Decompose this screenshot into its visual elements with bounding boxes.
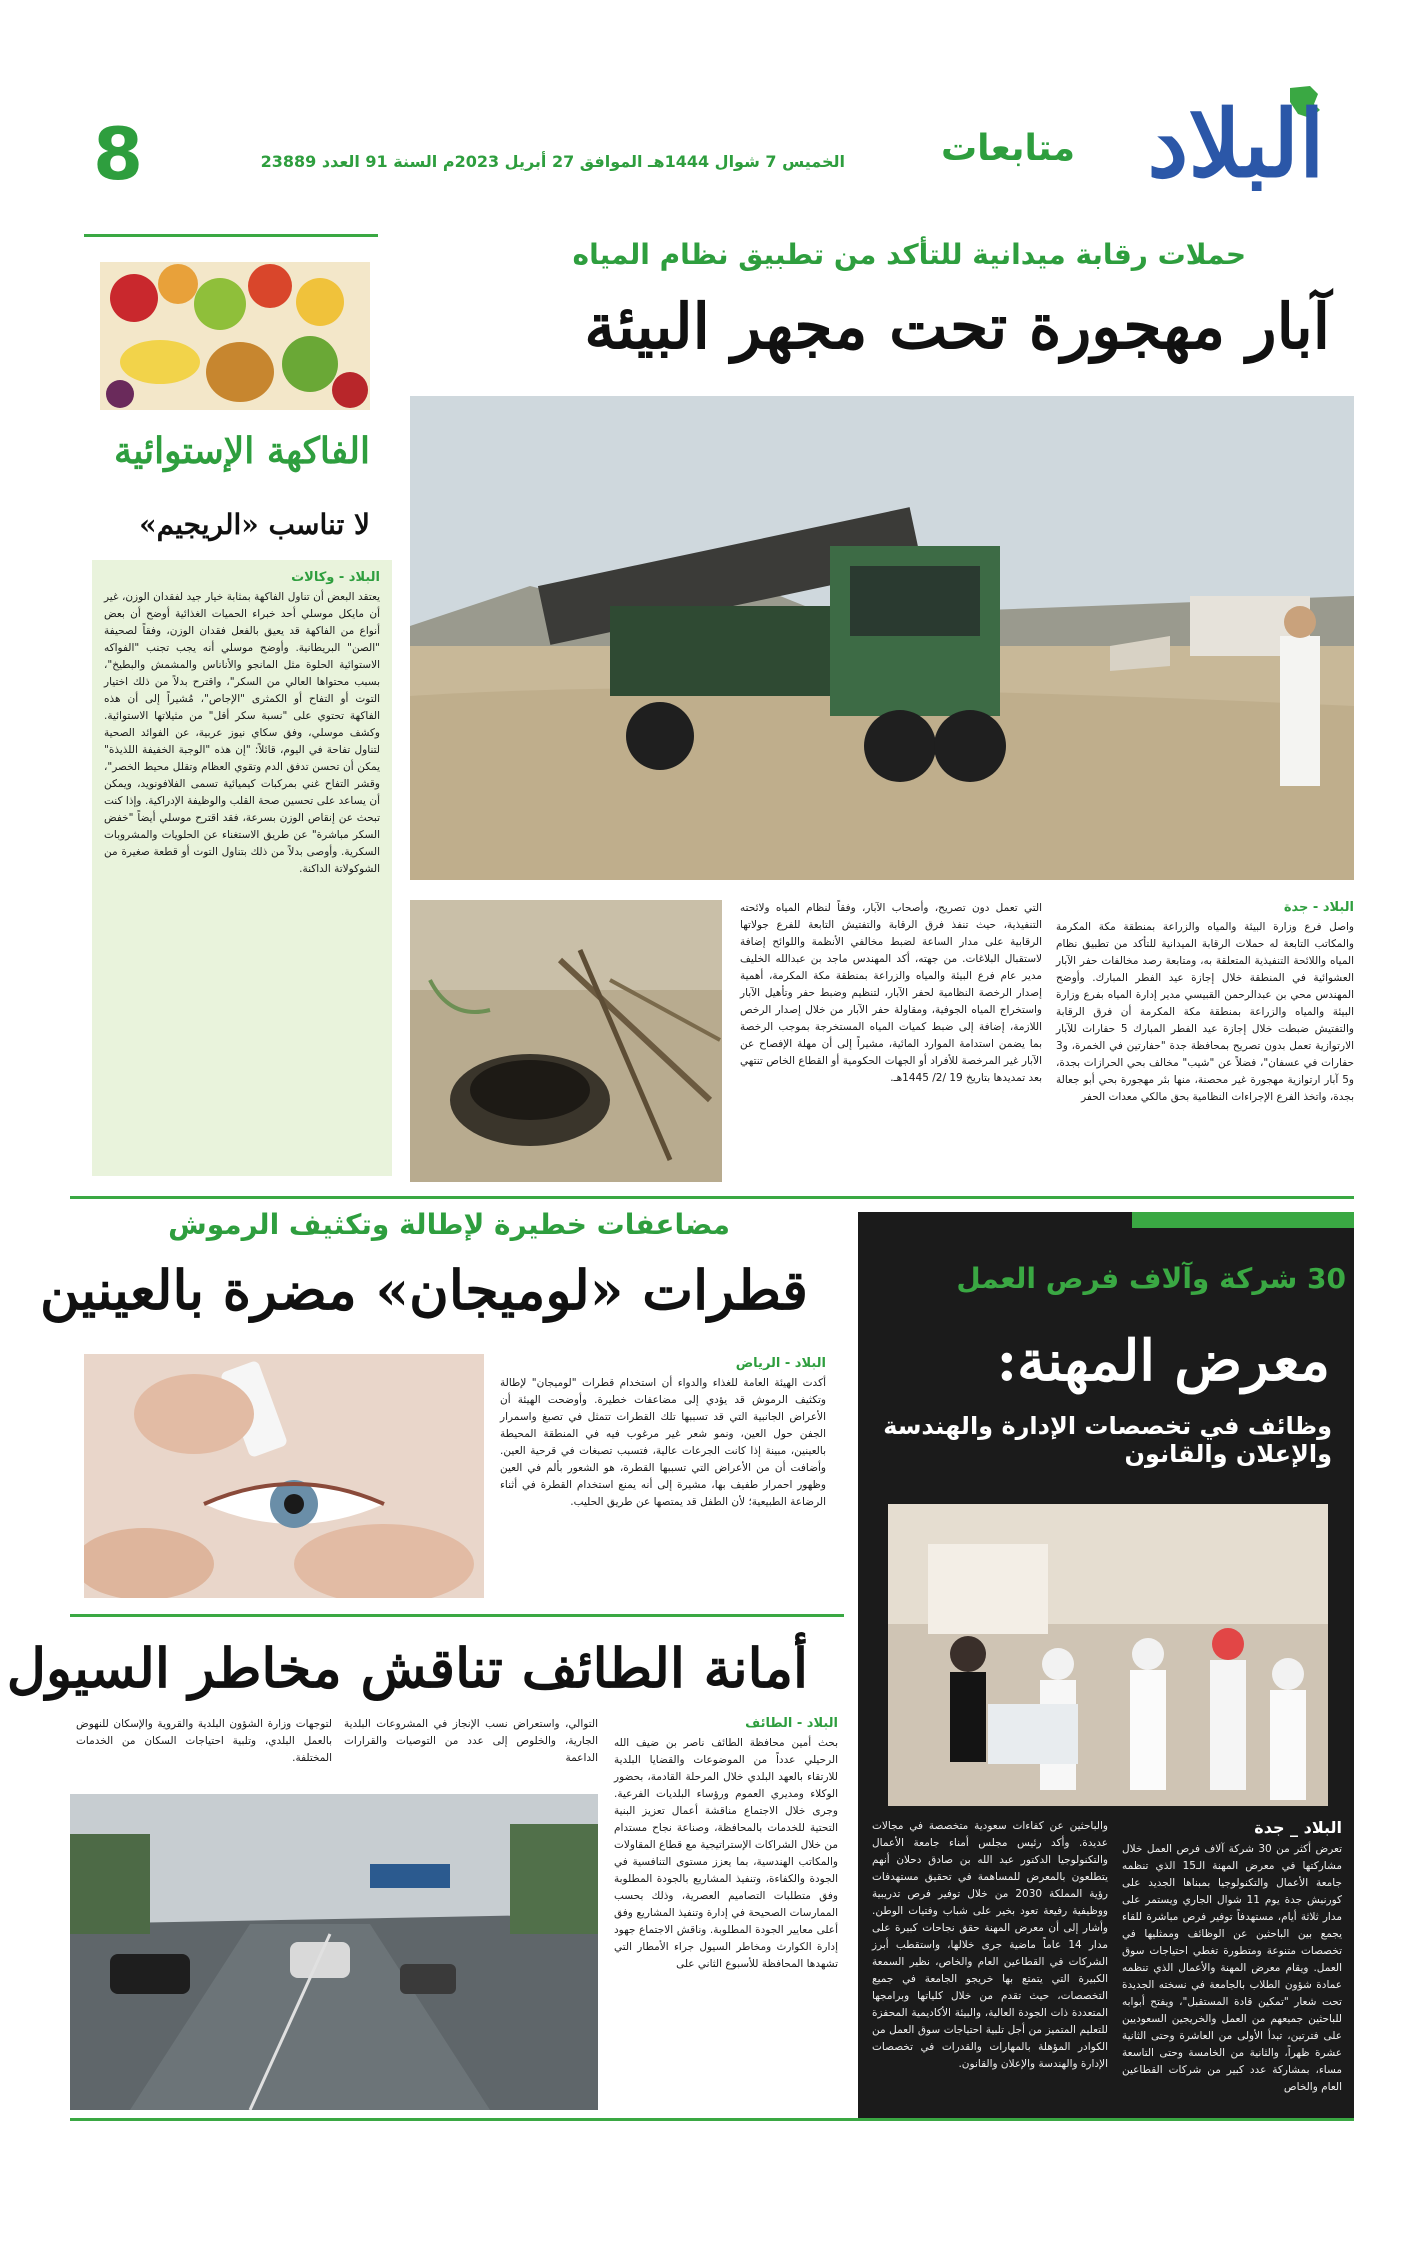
dateline: الخميس 7 شوال 1444هـ الموافق 27 أبريل 2023م السنة 91 العدد 23889 [260,152,845,171]
expo-kicker: 30 شركة وآلاف فرص العمل [956,1262,1346,1295]
eye-drops-photo [84,1354,484,1598]
wells-body-right: واصل فرع وزارة البيئة والمياه والزراعة بمنطقة مكة المكرمة والمكاتب التابعة له حملات الرقابة الميدانية للتأكد من تطبيق نظام المياه واللائحة التنفيذية المتعلقة به، ومتابعة رصد مخالفات حفر الآبار العشوائية في المنطقة خلال إجازة عيد الفطر المبارك. وأوضح المهندس محي بن عبدالرحمن القبيسي مدير إدارة المياه بفرع وزارة البيئة والمياه والزراعة بمنطقة مكة المكرمة أن فرق الرقابة والتفتيش ضبطت خلال إجازة عيد الفطر المبارك 5 حفارات للآبار الارتوازية تعمل بدون تصريح بمحافظة جدة "حفارتين في الخمرة، و3 حفارات في عسفان"، فضلاً عن "شيب" مخالف بحي الحرازات بجدة، و5 آبار ارتوازية مهجورة غير محصنة، منها بئر مهجورة بحي أبو جعالة بجدة، واتخذ الفرع الإجراءات النظامية بحق مالكي معدات الحفر [1056,921,1354,1103]
fruits-photo [100,262,370,410]
sidebar-byline: البلاد - وكالات [291,570,380,585]
wells-col-left [740,900,1042,1087]
wells-kicker: حملات رقابة ميدانية للتأكد من تطبيق نظام المياه [572,238,1246,271]
lumigan-column [500,1356,826,1511]
expo-tab [1132,1212,1354,1228]
sidebar-top-rule [84,234,378,237]
taif-col-mid [344,1716,598,1767]
expo-byline: البلاد _ جدة [1254,1818,1342,1837]
expo-col-right [1122,1818,1342,2096]
drilling-truck-photo [410,396,1354,880]
sidebar-title: الفاكهة الإستوائية [113,430,370,472]
wells-byline: البلاد - جدة [1283,900,1354,915]
rainy-road-photo [70,1794,598,2110]
career-fair-photo [888,1504,1328,1806]
newspaper-logo [1120,84,1352,194]
sidebar-body-box [92,560,392,1176]
expo-body-left: والباحثين عن كفاءات سعودية متخصصة في مجالات عديدة. وأكد رئيس مجلس أمناء جامعة الأعمال والتكنولوجيا الدكتور عبد الله بن صادق دحلان أنهم يتطلعون بالمعرض للمساهمة في تحقيق مستهدفات رؤية المملكة 2030 من خلال توفير فرص تدريبية ووظيفية رفيعة تعود بخير على شباب وفتيات الوطن. وأشار إلى أن معرض المهنة حقق نجاحات كبيرة على مدار 14 عاماً ماضية جرى خلالها، واستقطب أبرز الشركات في القطاعين العام والخاص، نظير السمعة الكبيرة التي يتمتع بها خريجو الجامعة في جميع التخصصات، حيث تقدم من خلال كلياتها وبرامجها المتعددة ذات الجودة العالية، والبيئة الأكاديمية المحفزة للتعليم المتميز من أجل تلبية احتياجات سوق العمل من الكوادر المؤهلة بالمهارات والقدرات في تخصصات الإدارة والهندسة والإعلان والقانون. [872,1820,1108,2070]
wells-col-right [1056,900,1354,1106]
section-label: متابعات [940,128,1075,169]
wells-body-left: التي تعمل دون تصريح، وأصحاب الآبار، وفقاً لنظام المياه ولائحته التنفيذية، حيث تنفذ فرق الرقابة والتفتيش التابعة للفرع جولاتها الرقابية على مدار الساعة لضبط مخالفي الأنظمة واللوائح إضافة لاستقبال البلاغات. من جهته، أكد المهندس ماجد بن عبدالله الخليف مدير عام فرع البيئة والمياه والزراعة بمنطقة مكة المكرمة، أهمية إصدار الرخصة النظامية لحفر الآبار، لتنظيم وضبط حفر وتأهيل الآبار واستخراج المياه الجوفية، ومقاولة حفر الآبار من خلال إصدار الرخص اللازمة، إضافة إلى ضبط كميات المياه المستخرجة بموجب الرخصة بما يضمن استدامة الموارد المائية، مشيراً إلى أن مهلة الإفصاح عن الآبار غير المرخصة للأفراد أو الجهات الحكومية أو القطاع الخاص تنتهي بعد تمديدها بتاريخ 19 /2/ 1445هـ. [740,902,1042,1084]
expo-subheadline: وظائف في تخصصات الإدارة والهندسة والإعلان والقانون [883,1412,1332,1468]
wells-headline: آبار مهجورة تحت مجهر البيئة [584,290,1330,363]
abandoned-well-photo [410,900,722,1182]
section-divider-1 [70,1196,1354,1199]
taif-byline: البلاد - الطائف [745,1716,838,1731]
taif-headline: أمانة الطائف تناقش مخاطر السيول [6,1636,808,1700]
taif-col-left [76,1716,332,1767]
section-divider-2 [70,1614,844,1617]
expo-headline: معرض المهنة: [996,1328,1330,1394]
taif-body-left: لتوجهات وزارة الشؤون البلدية والقروية والإسكان للنهوض بالعمل البلدي، وتلبية احتياجات السكان من الخدمات المختلفة. [76,1718,332,1764]
taif-col-right [614,1716,838,1973]
expo-col-left [872,1818,1108,2073]
lumigan-byline: البلاد - الرياض [735,1356,826,1371]
expo-body-right: تعرض أكثر من 30 شركة آلاف فرص العمل خلال مشاركتها في معرض المهنة الـ15 الذي تنظمه جامعة الأعمال والتكنولوجيا بمبناها الجديد على كورنيش جدة يوم 11 شوال الجاري ويستمر على مدار ثلاثة أيام، مستهدفاً توفير فرص مباشرة للقاء يجمع بين الباحثين عن الوظائف وممثليها في تخصصات متنوعة ومتطورة تغطي احتياجات سوق العمل. ويقام معرض المهنة والأعمال الذي تنظمه عمادة شؤون الطلاب بالجامعة في نسخته الجديدة تحت شعار "تمكين قادة المستقبل"، ويفتح أبوابه للباحثين جميعهم من العمل والخريجين السعوديين على فترتين، تبدأ الأولى من العاشرة وحتى الثانية عشرة ظهراً، والثانية من الخامسة وحتى التاسعة مساء، بمشاركة عدد كبير من شركات القطاعين العام والخاص [1122,1843,1343,2093]
lumigan-kicker: مضاعفات خطيرة لإطالة وتكثيف الرموش [168,1208,730,1241]
bottom-rule [70,2118,1354,2121]
logo-text: البلاد [1147,90,1325,194]
taif-body-right: بحث أمين محافظة الطائف ناصر بن ضيف الله الرحيلي عدداً من الموضوعات والقضايا البلدية للارتقاء بالعهد البلدي خلال المرحلة القادمة، بحضور الوكلاء ومديري العموم ورؤساء البلديات الفرعية. وجرى خلال الاجتماع مناقشة أعمال تعزيز البنية التحتية للخدمات بالمحافظة، وصناعة نجاح مستدام من خلال الشراكات الإستراتيجية مع قطاع المقاولات والمكاتب الهندسية، بما يعزز مستوى التنافسية في الجودة والكفاءة، وتنفيذ المشاريع بالجودة المطلوبة وفق متطلبات التصاميم العصرية، وذلك بحسب الممارسات الصحيحة في إدارة وتنفيذ المشاريع وفق أعلى معايير الجودة المطلوبة. وناقش الاجتماع جهود إدارة الكوارث ومخاطر السيول جراء الأمطار التي تشهدها المحافظة للأسبوع الثاني على [614,1737,838,1970]
sidebar-body: يعتقد البعض أن تناول الفاكهة بمثابة خيار جيد لفقدان الوزن، غير أن مايكل موسلي أحد خبراء الحميات الغذائية أوضح أن بعض أنواع من الفاكهة قد يعيق بالفعل فقدان الوزن، وفقاً لصحيفة "الصن" البريطانية. وأوضح موسلي أنه يجب تجنب "الفواكه الاستوائية الحلوة مثل المانجو والأناناس والمشمش والبطيخ"، بسبب محتواها العالي من السكر"، واقترح بدلاً من ذلك اختيار التوت أو التفاح أو الكمثرى "الإجاص"، مُشيراً إلى أن هذه الفاكهة تحتوي على "نسبة سكر أقل" من مثيلاتها الاستوائية. وكشف موسلي، وفق سكاي نيوز عربية، عن الفوائد الصحية لتناول تفاحة في اليوم، قائلاً: "إن هذه "الوجبة الخفيفة اللذيذة" يمكن أن تحسن تدفق الدم وتقوي العظام وتقلل محيط الخصر"، وقشر التفاح غني بمركبات كيميائية تسمى الفلافونويد، ويمكن أن يساعد على تحسين صحة القلب والوظيفة الإدراكية. وإذا كنت تبحث عن إنقاص الوزن بسرعة، فقد اقترح موسلي أيضاً "خفض السكر مباشرة" عن طريق الاستغناء عن الحلويات والمشروبات السكرية. وأوصى بدلاً من ذلك بتناول التوت أو قطعة صغيرة من الشوكولاتة الداكنة. [104,591,380,875]
sidebar-subtitle: لا تناسب «الريجيم» [139,508,370,541]
taif-body-mid: التوالي، واستعراض نسب الإنجاز في المشروعات البلدية الجارية، والخلوص إلى عدد من التوصيات والقرارات الداعمة [344,1718,598,1764]
lumigan-body: أكدت الهيئة العامة للغذاء والدواء أن استخدام قطرات "لوميجان" لإطالة وتكثيف الرموش قد يؤدي إلى مضاعفات خطيرة. وأوضحت الهيئة أن الأعراض الجانبية التي قد تسببها تلك القطرات تتمثل في تصبغ واسمرار الجفن حول العين، ونمو شعر غير مرغوب فيه في المنطقة المحيطة بالعينين، مبينة إذا كانت الجرعات عالية، فتسبب تصبغات في قرحية العين. وأضافت أن من الأعراض التي تسببها القطرة، هو الشعور بألم في العين وظهور احمرار طفيف بها، مشيرة إلى أنه يمنع استخدام القطرة في أثناء الرضاعة الطبيعية؛ لأن الطفل قد يمتصها عن طريق الحليب. [500,1377,826,1508]
lumigan-headline: قطرات «لوميجان» مضرة بالعينين [40,1258,808,1322]
page-number: 8 [92,112,144,196]
